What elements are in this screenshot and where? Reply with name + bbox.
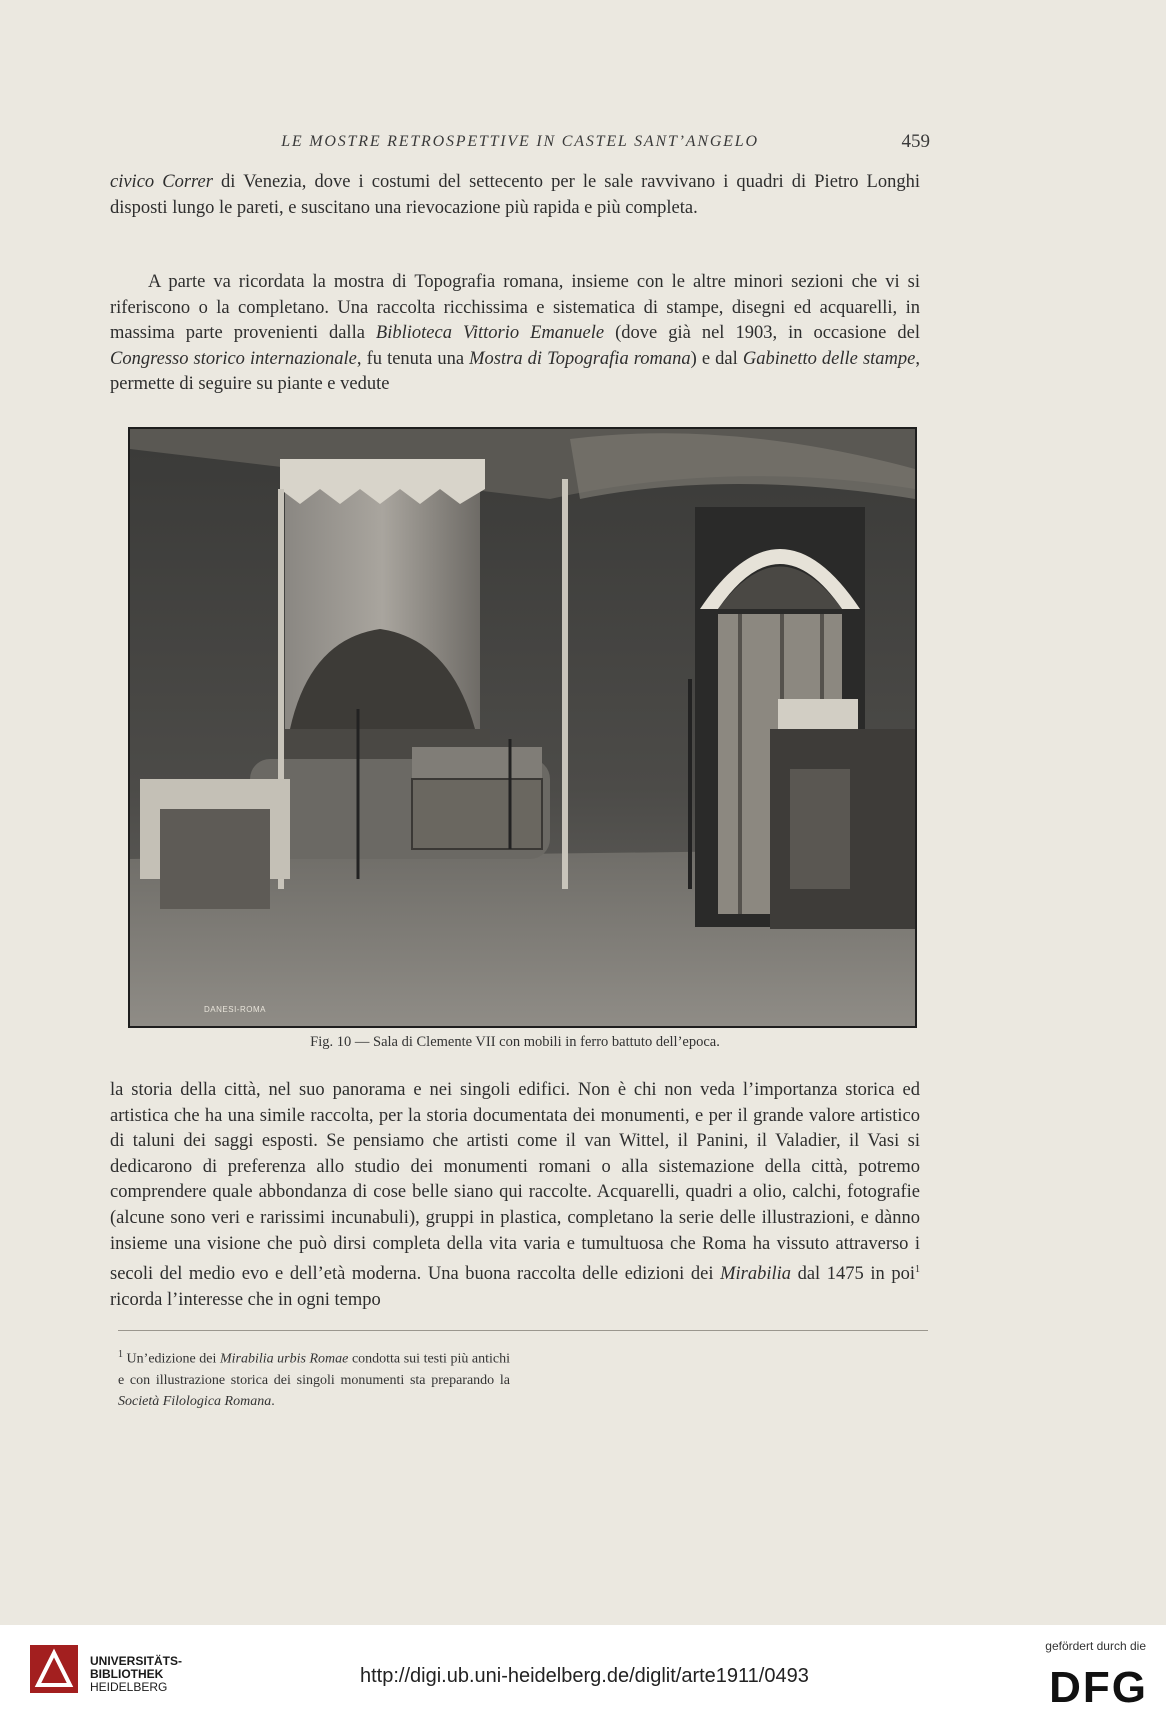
library-line: HEIDELBERG [90, 1680, 168, 1694]
running-head: LE MOSTRE RETROSPETTIVE IN CASTEL SANT’ANGELO [281, 133, 759, 150]
university-logo-icon [30, 1645, 78, 1693]
footnote-marker: 1 [118, 1349, 123, 1360]
body-text: A parte va ricordata la mostra di Topografia romana, insieme con le altre minori sezioni che vi si riferiscono o la completano. Una raccolta ricchissima e sistematica di stampe, disegni ed acquarelli, in massima parte provenienti dalla [110, 272, 920, 344]
paragraph-2 [110, 270, 920, 398]
italic-text: Mirabilia [720, 1264, 791, 1285]
italic-text: civico Correr [110, 172, 213, 192]
body-text: (dove già nel 1903, in occasione del [604, 323, 920, 344]
university-name [90, 1655, 182, 1694]
page-number: 459 [901, 131, 930, 152]
photo-credit: DANESI-ROMA [204, 1005, 266, 1014]
italic-text: Mostra di Topografia romana [469, 348, 691, 369]
footnote-text [118, 1344, 510, 1412]
room-photograph [128, 427, 917, 1028]
body-text: , permette di seguire su piante e vedute [110, 348, 920, 395]
italic-text: Mirabilia urbis Romae [219, 1351, 349, 1367]
footnote-reference: 1 [914, 1264, 920, 1276]
paragraph-3 [110, 1078, 920, 1314]
body-text: , fu tenuta una [356, 348, 470, 369]
figure-caption: Fig. 10 — Sala di Clemente VII con mobili in ferro battuto dell’epoca. [310, 1034, 720, 1050]
italic-text: Biblioteca Vittorio Emanuele [375, 323, 605, 344]
library-line: BIBLIOTHEK [90, 1667, 164, 1681]
paragraph-1 [110, 170, 920, 221]
body-text: condotta sui testi più antichi e con illustrazione storica dei singoli monumenti sta preparando la [118, 1351, 510, 1388]
body-text: Un’edizione dei [123, 1351, 220, 1367]
source-url[interactable]: http://digi.ub.uni-heidelberg.de/diglit/arte1911/0493 [360, 1665, 809, 1687]
body-text: di Venezia, dove i costumi del settecento per le sale ravvivano i quadri di Pietro Longhi disposti lungo le pareti, e suscitano una rievocazione più rapida e più completa. [110, 172, 920, 218]
room-illustration [130, 429, 915, 1026]
italic-text: Gabinetto delle stampe [742, 348, 916, 369]
body-text: . [271, 1393, 275, 1409]
footer-bar [0, 1625, 1166, 1714]
funding-note: gefördert durch die [1045, 1639, 1146, 1653]
page-header [110, 133, 930, 163]
body-text: ) e dal [690, 348, 743, 369]
body-text: ricorda l’interesse che in ogni tempo [110, 1289, 381, 1310]
italic-text: Società Filologica Romana [118, 1393, 272, 1409]
footnote-rule [118, 1330, 928, 1331]
library-line: UNIVERSITÄTS- [90, 1654, 183, 1668]
dfg-logo: DFG [1049, 1663, 1148, 1712]
footnote [118, 1344, 930, 1412]
body-text: la storia della città, nel suo panorama e nei singoli edifici. Non è chi non veda l’importanza storica ed artistica che ha una simile raccolta, per la storia documentata dei monumenti, e per il grande valore artistico di taluni dei saggi esposti. Se pensiamo che artisti come il van Wittel, il Panini, il Valadier, il Vasi si dedicarono di preferenza allo studio dei monumenti romani o alla sistemazione della città, potremo comprendere quale abbondanza di cose belle siano qui raccolte. Acquarelli, quadri a olio, calchi, fotografie (alcune sono veri e rarissimi incunabuli), gruppi in plastica, completano la serie delle illustrazioni, e dànno insieme una visione che può dirsi completa della vita varia e tumultuosa che Roma ha vissuto attraverso i secoli del medio evo e dell’età moderna. Una buona raccolta delle edizioni dei [110, 1080, 920, 1285]
italic-text: Congresso storico internazionale [110, 348, 357, 369]
body-text: dal 1475 in poi [791, 1264, 915, 1285]
